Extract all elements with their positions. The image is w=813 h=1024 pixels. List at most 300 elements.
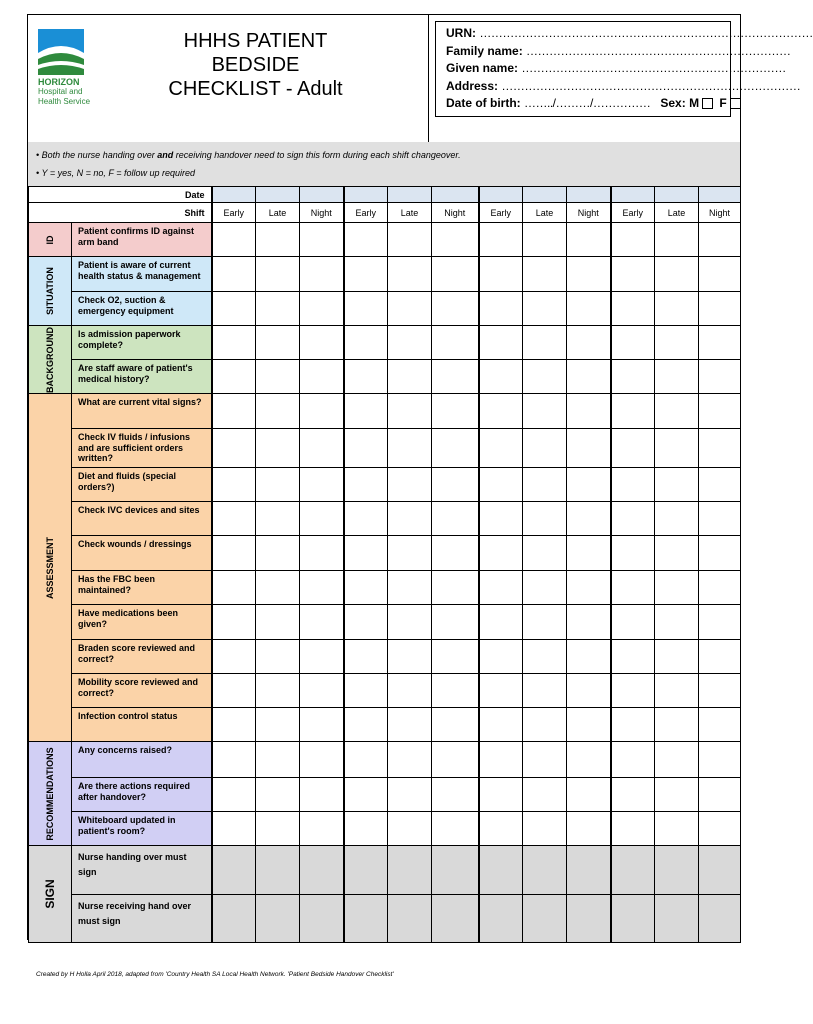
response-cell[interactable] [655, 394, 699, 429]
response-cell[interactable] [611, 502, 655, 536]
signature-cell[interactable] [479, 846, 523, 895]
response-cell[interactable] [523, 326, 567, 360]
response-cell[interactable] [611, 708, 655, 742]
background-row [29, 360, 741, 394]
response-cell[interactable] [479, 360, 523, 394]
response-cell[interactable] [699, 778, 741, 812]
response-cell[interactable] [212, 394, 256, 429]
sex-m-checkbox[interactable] [702, 98, 713, 109]
signature-cell[interactable] [300, 895, 344, 943]
response-cell[interactable] [567, 640, 611, 674]
response-cell[interactable] [300, 708, 344, 742]
family-name-field[interactable]: Family name: …………………………………………………………… [446, 43, 791, 58]
response-cell[interactable] [300, 257, 344, 292]
assessment-row [29, 605, 741, 640]
shift-header: Night [432, 203, 479, 223]
response-cell[interactable] [344, 502, 388, 536]
category-id: ID [29, 223, 72, 257]
response-cell[interactable] [300, 571, 344, 605]
response-cell[interactable] [655, 360, 699, 394]
response-cell[interactable] [567, 742, 611, 778]
response-cell[interactable] [655, 674, 699, 708]
response-cell[interactable] [479, 536, 523, 571]
response-cell[interactable] [479, 812, 523, 846]
signature-cell[interactable] [567, 895, 611, 943]
response-cell[interactable] [300, 640, 344, 674]
response-cell[interactable] [523, 708, 567, 742]
date-label: Date [29, 187, 212, 203]
response-cell[interactable] [567, 708, 611, 742]
shift-label: Shift [29, 203, 212, 223]
response-cell[interactable] [611, 429, 655, 468]
sign-row [29, 895, 741, 943]
response-cell[interactable] [344, 468, 388, 502]
response-cell[interactable] [432, 292, 479, 326]
response-cell[interactable] [567, 502, 611, 536]
response-cell[interactable] [388, 640, 432, 674]
response-cell[interactable] [699, 360, 741, 394]
response-cell[interactable] [611, 326, 655, 360]
signature-cell[interactable] [256, 846, 300, 895]
response-cell[interactable] [523, 778, 567, 812]
response-cell[interactable] [212, 502, 256, 536]
shift-header: Late [256, 203, 300, 223]
response-cell[interactable] [479, 605, 523, 640]
date-cell[interactable] [300, 187, 344, 203]
response-cell[interactable] [567, 812, 611, 846]
instruction-line-2: • Y = yes, N = no, F = follow up required [36, 168, 195, 178]
dob-field[interactable]: ……../………/…………… [524, 96, 651, 110]
urn-field[interactable]: URN: …………………………………………………………………………… [446, 26, 813, 40]
response-cell[interactable] [523, 605, 567, 640]
address-label: Address: [446, 78, 499, 93]
response-cell[interactable] [212, 708, 256, 742]
response-cell[interactable] [388, 394, 432, 429]
response-cell[interactable] [256, 502, 300, 536]
signature-cell[interactable] [567, 846, 611, 895]
response-cell[interactable] [655, 708, 699, 742]
response-cell[interactable] [479, 571, 523, 605]
signature-cell[interactable] [523, 846, 567, 895]
response-cell[interactable] [212, 674, 256, 708]
response-cell[interactable] [432, 257, 479, 292]
response-cell[interactable] [300, 778, 344, 812]
response-cell[interactable] [567, 360, 611, 394]
response-cell[interactable] [611, 674, 655, 708]
response-cell[interactable] [611, 394, 655, 429]
signature-cell[interactable] [256, 895, 300, 943]
response-cell[interactable] [479, 778, 523, 812]
response-cell[interactable] [256, 708, 300, 742]
response-cell[interactable] [344, 640, 388, 674]
response-cell[interactable] [388, 257, 432, 292]
id-row [29, 223, 741, 257]
response-cell[interactable] [611, 742, 655, 778]
date-cell[interactable] [523, 187, 567, 203]
shift-row [29, 203, 741, 223]
response-cell[interactable] [300, 223, 344, 257]
response-cell[interactable] [344, 223, 388, 257]
patient-details-area [428, 15, 813, 142]
shift-header: Early [479, 203, 523, 223]
response-cell[interactable] [300, 742, 344, 778]
signature-cell[interactable] [479, 895, 523, 943]
date-cell[interactable] [388, 187, 432, 203]
response-cell[interactable] [699, 502, 741, 536]
response-cell[interactable] [699, 223, 741, 257]
date-cell[interactable] [212, 187, 256, 203]
signature-cell[interactable] [388, 846, 432, 895]
response-cell[interactable] [699, 292, 741, 326]
given-name-field[interactable]: Given name: …………………………………………………………… [446, 61, 786, 75]
date-cell[interactable] [699, 187, 741, 203]
response-cell[interactable] [212, 257, 256, 292]
family-name-label: Family name: [446, 43, 523, 58]
address-field[interactable]: Address: …………………………………………………………………… [446, 78, 801, 93]
response-cell[interactable] [344, 292, 388, 326]
response-cell[interactable] [699, 640, 741, 674]
question-label: Check O2, suction & emergency equipment [72, 292, 212, 326]
response-cell[interactable] [479, 674, 523, 708]
response-cell[interactable] [567, 571, 611, 605]
signature-cell[interactable] [699, 895, 741, 943]
response-cell[interactable] [388, 674, 432, 708]
background-row [29, 326, 741, 360]
response-cell[interactable] [388, 605, 432, 640]
response-cell[interactable] [432, 223, 479, 257]
response-cell[interactable] [256, 778, 300, 812]
response-cell[interactable] [432, 326, 479, 360]
signature-cell[interactable] [699, 846, 741, 895]
signature-cell[interactable] [655, 895, 699, 943]
title-line-2: BEDSIDE [211, 54, 300, 76]
response-cell[interactable] [256, 326, 300, 360]
response-cell[interactable] [256, 292, 300, 326]
response-cell[interactable] [611, 605, 655, 640]
signature-cell[interactable] [432, 895, 479, 943]
response-cell[interactable] [300, 502, 344, 536]
sex-label: Sex: [660, 96, 686, 110]
response-cell[interactable] [388, 571, 432, 605]
assessment-row [29, 536, 741, 571]
response-cell[interactable] [212, 571, 256, 605]
signature-cell[interactable] [344, 846, 388, 895]
response-cell[interactable] [432, 778, 479, 812]
response-cell[interactable] [432, 605, 479, 640]
response-cell[interactable] [567, 536, 611, 571]
response-cell[interactable] [344, 429, 388, 468]
response-cell[interactable] [212, 360, 256, 394]
response-cell[interactable] [479, 640, 523, 674]
recommendations-row [29, 778, 741, 812]
dob-label: Date of birth: [446, 96, 521, 110]
response-cell[interactable] [344, 571, 388, 605]
response-cell[interactable] [699, 605, 741, 640]
response-cell[interactable] [567, 223, 611, 257]
response-cell[interactable] [523, 394, 567, 429]
response-cell[interactable] [344, 812, 388, 846]
response-cell[interactable] [479, 742, 523, 778]
logo-sub1: Hospital and [38, 87, 83, 96]
shift-header: Night [300, 203, 344, 223]
response-cell[interactable] [212, 778, 256, 812]
response-cell[interactable] [611, 257, 655, 292]
question-label: Patient confirms ID against arm band [72, 223, 212, 257]
response-cell[interactable] [300, 292, 344, 326]
response-cell[interactable] [523, 674, 567, 708]
response-cell[interactable] [300, 536, 344, 571]
response-cell[interactable] [479, 292, 523, 326]
response-cell[interactable] [567, 468, 611, 502]
response-cell[interactable] [212, 429, 256, 468]
date-cell[interactable] [256, 187, 300, 203]
response-cell[interactable] [212, 326, 256, 360]
response-cell[interactable] [655, 429, 699, 468]
response-cell[interactable] [344, 674, 388, 708]
response-cell[interactable] [699, 571, 741, 605]
signature-cell[interactable] [432, 846, 479, 895]
response-cell[interactable] [523, 429, 567, 468]
response-cell[interactable] [388, 429, 432, 468]
response-cell[interactable] [611, 360, 655, 394]
response-cell[interactable] [256, 674, 300, 708]
response-cell[interactable] [699, 394, 741, 429]
response-cell[interactable] [432, 742, 479, 778]
response-cell[interactable] [655, 257, 699, 292]
response-cell[interactable] [655, 742, 699, 778]
response-cell[interactable] [432, 640, 479, 674]
response-cell[interactable] [479, 468, 523, 502]
date-cell[interactable] [655, 187, 699, 203]
response-cell[interactable] [699, 429, 741, 468]
response-cell[interactable] [388, 468, 432, 502]
response-cell[interactable] [479, 502, 523, 536]
response-cell[interactable] [523, 812, 567, 846]
response-cell[interactable] [479, 708, 523, 742]
category-situation: SITUATION [29, 257, 72, 326]
signature-cell[interactable] [212, 846, 256, 895]
response-cell[interactable] [523, 257, 567, 292]
response-cell[interactable] [611, 778, 655, 812]
date-cell[interactable] [432, 187, 479, 203]
response-cell[interactable] [344, 778, 388, 812]
response-cell[interactable] [344, 605, 388, 640]
response-cell[interactable] [699, 536, 741, 571]
response-cell[interactable] [300, 468, 344, 502]
response-cell[interactable] [432, 674, 479, 708]
instruction-line-1: • Both the nurse handing over and receiving handover need to sign this form during each shift changeover. [36, 150, 461, 160]
response-cell[interactable] [256, 360, 300, 394]
response-cell[interactable] [479, 257, 523, 292]
response-cell[interactable] [523, 292, 567, 326]
question-label: Check wounds / dressings [72, 536, 212, 571]
response-cell[interactable] [655, 812, 699, 846]
response-cell[interactable] [655, 502, 699, 536]
response-cell[interactable] [655, 223, 699, 257]
response-cell[interactable] [432, 502, 479, 536]
response-cell[interactable] [388, 360, 432, 394]
question-label: Patient is aware of current health status & management [72, 257, 212, 292]
response-cell[interactable] [300, 674, 344, 708]
question-label: Braden score reviewed and correct? [72, 640, 212, 674]
recommendations-row [29, 812, 741, 846]
response-cell[interactable] [523, 640, 567, 674]
signature-cell[interactable] [344, 895, 388, 943]
response-cell[interactable] [655, 640, 699, 674]
date-cell[interactable] [611, 187, 655, 203]
response-cell[interactable] [300, 326, 344, 360]
response-cell[interactable] [212, 536, 256, 571]
response-cell[interactable] [256, 536, 300, 571]
response-cell[interactable] [388, 223, 432, 257]
signature-cell[interactable] [388, 895, 432, 943]
response-cell[interactable] [655, 605, 699, 640]
question-label: Mobility score reviewed and correct? [72, 674, 212, 708]
signature-cell[interactable] [655, 846, 699, 895]
response-cell[interactable] [212, 292, 256, 326]
response-cell[interactable] [479, 429, 523, 468]
response-cell[interactable] [344, 257, 388, 292]
response-cell[interactable] [212, 640, 256, 674]
response-cell[interactable] [523, 360, 567, 394]
response-cell[interactable] [344, 742, 388, 778]
response-cell[interactable] [699, 742, 741, 778]
response-cell[interactable] [699, 326, 741, 360]
response-cell[interactable] [611, 468, 655, 502]
shift-header: Late [388, 203, 432, 223]
response-cell[interactable] [655, 468, 699, 502]
response-cell[interactable] [523, 223, 567, 257]
signature-cell[interactable] [212, 895, 256, 943]
response-cell[interactable] [344, 326, 388, 360]
response-cell[interactable] [388, 536, 432, 571]
response-cell[interactable] [432, 360, 479, 394]
response-cell[interactable] [300, 812, 344, 846]
response-cell[interactable] [655, 778, 699, 812]
response-cell[interactable] [479, 326, 523, 360]
response-cell[interactable] [256, 605, 300, 640]
response-cell[interactable] [432, 536, 479, 571]
response-cell[interactable] [567, 778, 611, 812]
date-cell[interactable] [567, 187, 611, 203]
response-cell[interactable] [523, 468, 567, 502]
signature-cell[interactable] [611, 895, 655, 943]
response-cell[interactable] [212, 468, 256, 502]
response-cell[interactable] [256, 742, 300, 778]
response-cell[interactable] [567, 257, 611, 292]
response-cell[interactable] [523, 536, 567, 571]
logo-text [38, 77, 98, 107]
response-cell[interactable] [344, 708, 388, 742]
shift-header: Late [523, 203, 567, 223]
response-cell[interactable] [300, 605, 344, 640]
situation-row [29, 292, 741, 326]
response-cell[interactable] [611, 536, 655, 571]
response-cell[interactable] [699, 257, 741, 292]
signature-cell[interactable] [300, 846, 344, 895]
signature-cell[interactable] [611, 846, 655, 895]
response-cell[interactable] [212, 605, 256, 640]
response-cell[interactable] [699, 468, 741, 502]
response-cell[interactable] [388, 708, 432, 742]
response-cell[interactable] [300, 360, 344, 394]
response-cell[interactable] [300, 429, 344, 468]
response-cell[interactable] [256, 257, 300, 292]
response-cell[interactable] [432, 468, 479, 502]
response-cell[interactable] [655, 536, 699, 571]
question-label: Has the FBC been maintained? [72, 571, 212, 605]
response-cell[interactable] [256, 468, 300, 502]
date-cell[interactable] [344, 187, 388, 203]
response-cell[interactable] [567, 292, 611, 326]
response-cell[interactable] [523, 502, 567, 536]
response-cell[interactable] [699, 812, 741, 846]
response-cell[interactable] [256, 812, 300, 846]
question-label: What are current vital signs? [72, 394, 212, 429]
response-cell[interactable] [523, 742, 567, 778]
response-cell[interactable] [300, 394, 344, 429]
checklist-table [28, 186, 741, 943]
response-cell[interactable] [388, 326, 432, 360]
response-cell[interactable] [256, 223, 300, 257]
response-cell[interactable] [479, 223, 523, 257]
signature-cell[interactable] [523, 895, 567, 943]
response-cell[interactable] [611, 812, 655, 846]
response-cell[interactable] [212, 742, 256, 778]
response-cell[interactable] [655, 571, 699, 605]
response-cell[interactable] [432, 708, 479, 742]
response-cell[interactable] [256, 640, 300, 674]
response-cell[interactable] [432, 812, 479, 846]
response-cell[interactable] [699, 674, 741, 708]
response-cell[interactable] [432, 394, 479, 429]
response-cell[interactable] [344, 536, 388, 571]
response-cell[interactable] [344, 360, 388, 394]
response-cell[interactable] [699, 708, 741, 742]
response-cell[interactable] [567, 429, 611, 468]
response-cell[interactable] [432, 429, 479, 468]
response-cell[interactable] [655, 292, 699, 326]
response-cell[interactable] [655, 326, 699, 360]
response-cell[interactable] [388, 502, 432, 536]
response-cell[interactable] [388, 742, 432, 778]
response-cell[interactable] [611, 223, 655, 257]
response-cell[interactable] [388, 292, 432, 326]
response-cell[interactable] [479, 394, 523, 429]
sign-row [29, 846, 741, 895]
horizon-logo-icon [38, 29, 88, 77]
response-cell[interactable] [567, 605, 611, 640]
response-cell[interactable] [523, 571, 567, 605]
response-cell[interactable] [567, 674, 611, 708]
response-cell[interactable] [256, 394, 300, 429]
response-cell[interactable] [432, 571, 479, 605]
response-cell[interactable] [212, 223, 256, 257]
date-cell[interactable] [479, 187, 523, 203]
response-cell[interactable] [256, 571, 300, 605]
response-cell[interactable] [388, 778, 432, 812]
response-cell[interactable] [611, 292, 655, 326]
response-cell[interactable] [567, 394, 611, 429]
response-cell[interactable] [388, 812, 432, 846]
response-cell[interactable] [611, 640, 655, 674]
response-cell[interactable] [344, 394, 388, 429]
response-cell[interactable] [611, 571, 655, 605]
response-cell[interactable] [212, 812, 256, 846]
sex-f-checkbox[interactable] [730, 98, 741, 109]
response-cell[interactable] [256, 429, 300, 468]
response-cell[interactable] [567, 326, 611, 360]
